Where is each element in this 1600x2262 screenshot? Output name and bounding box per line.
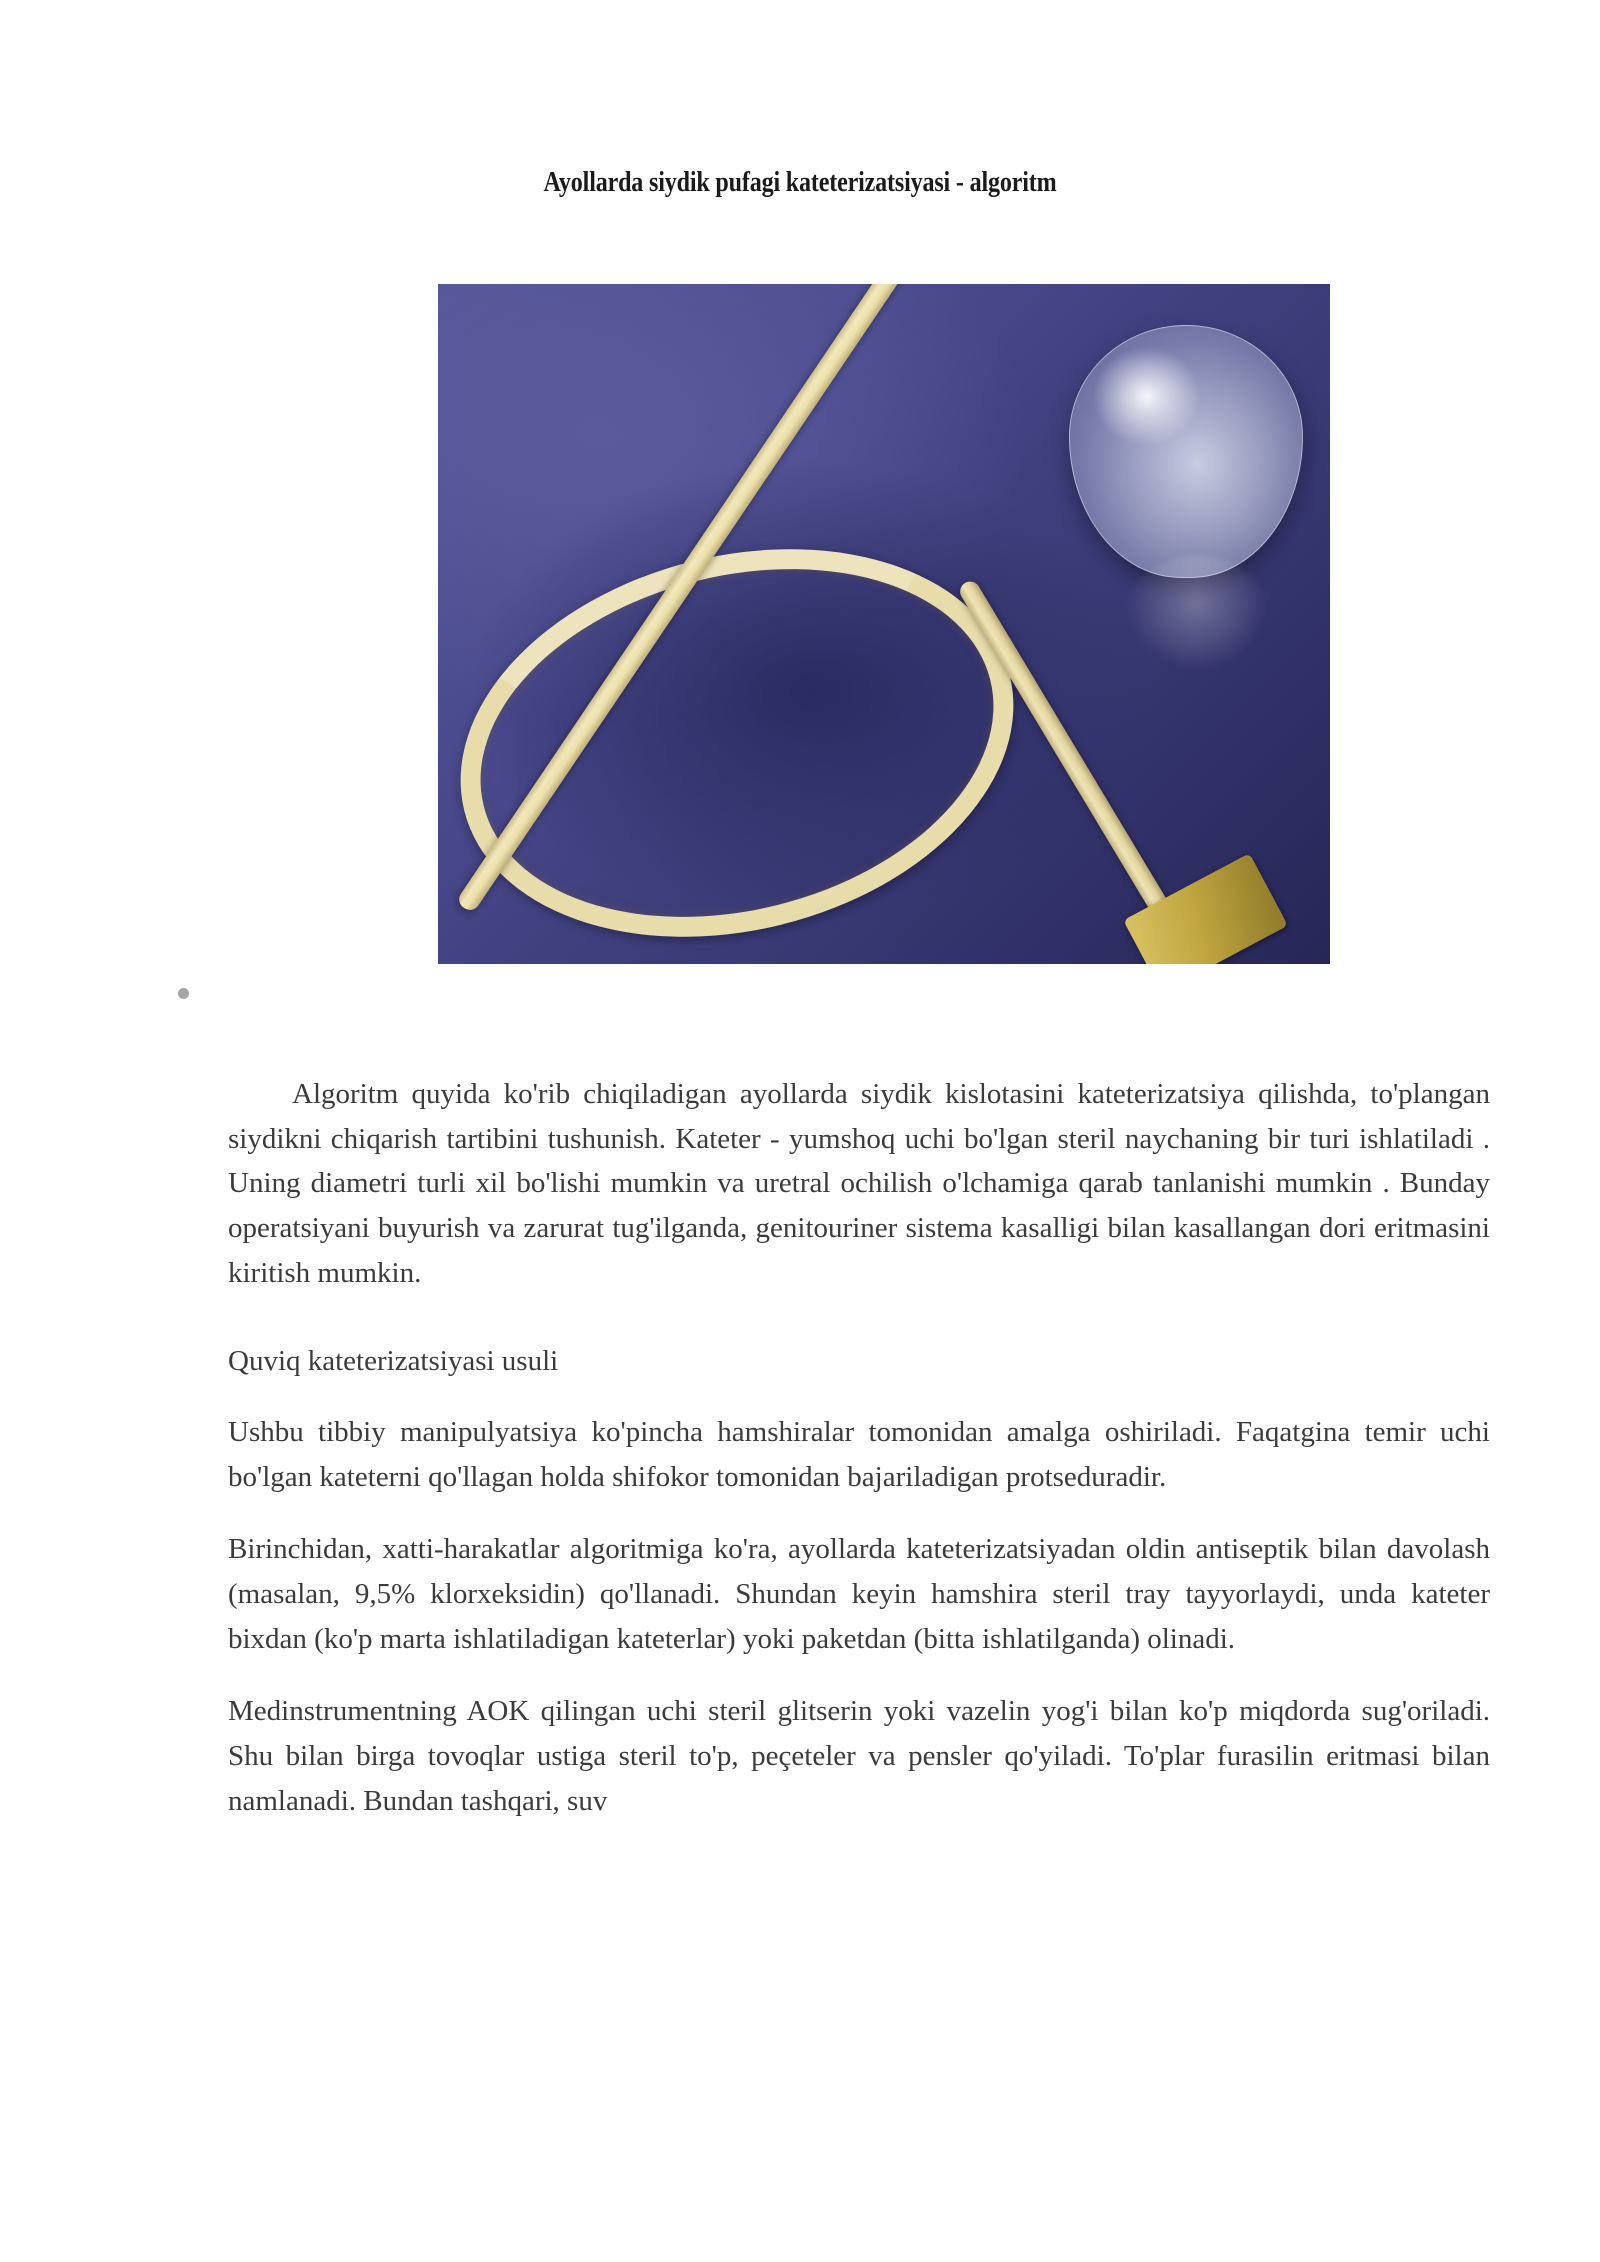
paragraph-lubrication: Medinstrumentning AOK qilingan uchi steril glitserin yoki vazelin yog'i bilan ko'p miqdorda sug'oriladi. Shu bilan birga tovoqlar ustiga steril to'p, peçeteler va pensler qo'yiladi. To'plar furasilin eritmasi bilan namlanadi. Bundan tashqari, suv [228, 1695, 1490, 1817]
body-text-column [228, 1072, 1490, 1851]
catheter-balloon-icon [1069, 325, 1303, 579]
foley-catheter-photo [438, 284, 1330, 964]
bullet-dot-icon [178, 988, 189, 999]
list-item [178, 988, 190, 1000]
paragraph-spacer [228, 1323, 1490, 1339]
paragraph-method: Ushbu tibbiy manipulyatsiya ko'pincha hamshiralar tomonidan amalga oshiriladi. Faqatgina temir uchi bo'lgan kateterni qo'llagan holda shifokor tomonidan bajariladigan protseduradir. [228, 1415, 1490, 1493]
catheter-tube-loop [438, 494, 1055, 964]
balloon-reflection [1125, 556, 1268, 672]
paragraph-intro: Algoritm quyida ko'rib chiqiladigan ayollarda siydik kislotasini kateterizatsiya qilishda, to'plangan siydikni chiqarish tartibini tushunish. Kateter - yumshoq uchi bo'lgan steril naychaning bir turi ishlatiladi . Uning diametri turli xil bo'lishi mumkin va uretral ochilish o'lchamiga qarab tanlanishi mumkin . Bunday operatsiyani buyurish va zarurat tug'ilganda, genitouriner sistema kasalligi bilan kasallangan dori eritmasini kiritish mumkin. [228, 1078, 1490, 1289]
section-heading: Quviq kateterizatsiyasi usuli [228, 1345, 559, 1378]
figure-catheter [438, 284, 1330, 964]
page-title: Ayollarda siydik pufagi kateterizatsiyasi - algoritm [543, 166, 1057, 198]
paragraph-antiseptic: Birinchidan, xatti-harakatlar algoritmiga ko'ra, ayollarda kateterizatsiyadan oldin antiseptik bilan davolash (masalan, 9,5% klorxeksidin) qo'llanadi. Shundan keyin hamshira steril tray tayyorlaydi, unda kateter bixdan (ko'p marta ishlatiladigan kateterlar) yoki paketdan (bitta ishlatilganda) olinadi. [228, 1533, 1490, 1655]
